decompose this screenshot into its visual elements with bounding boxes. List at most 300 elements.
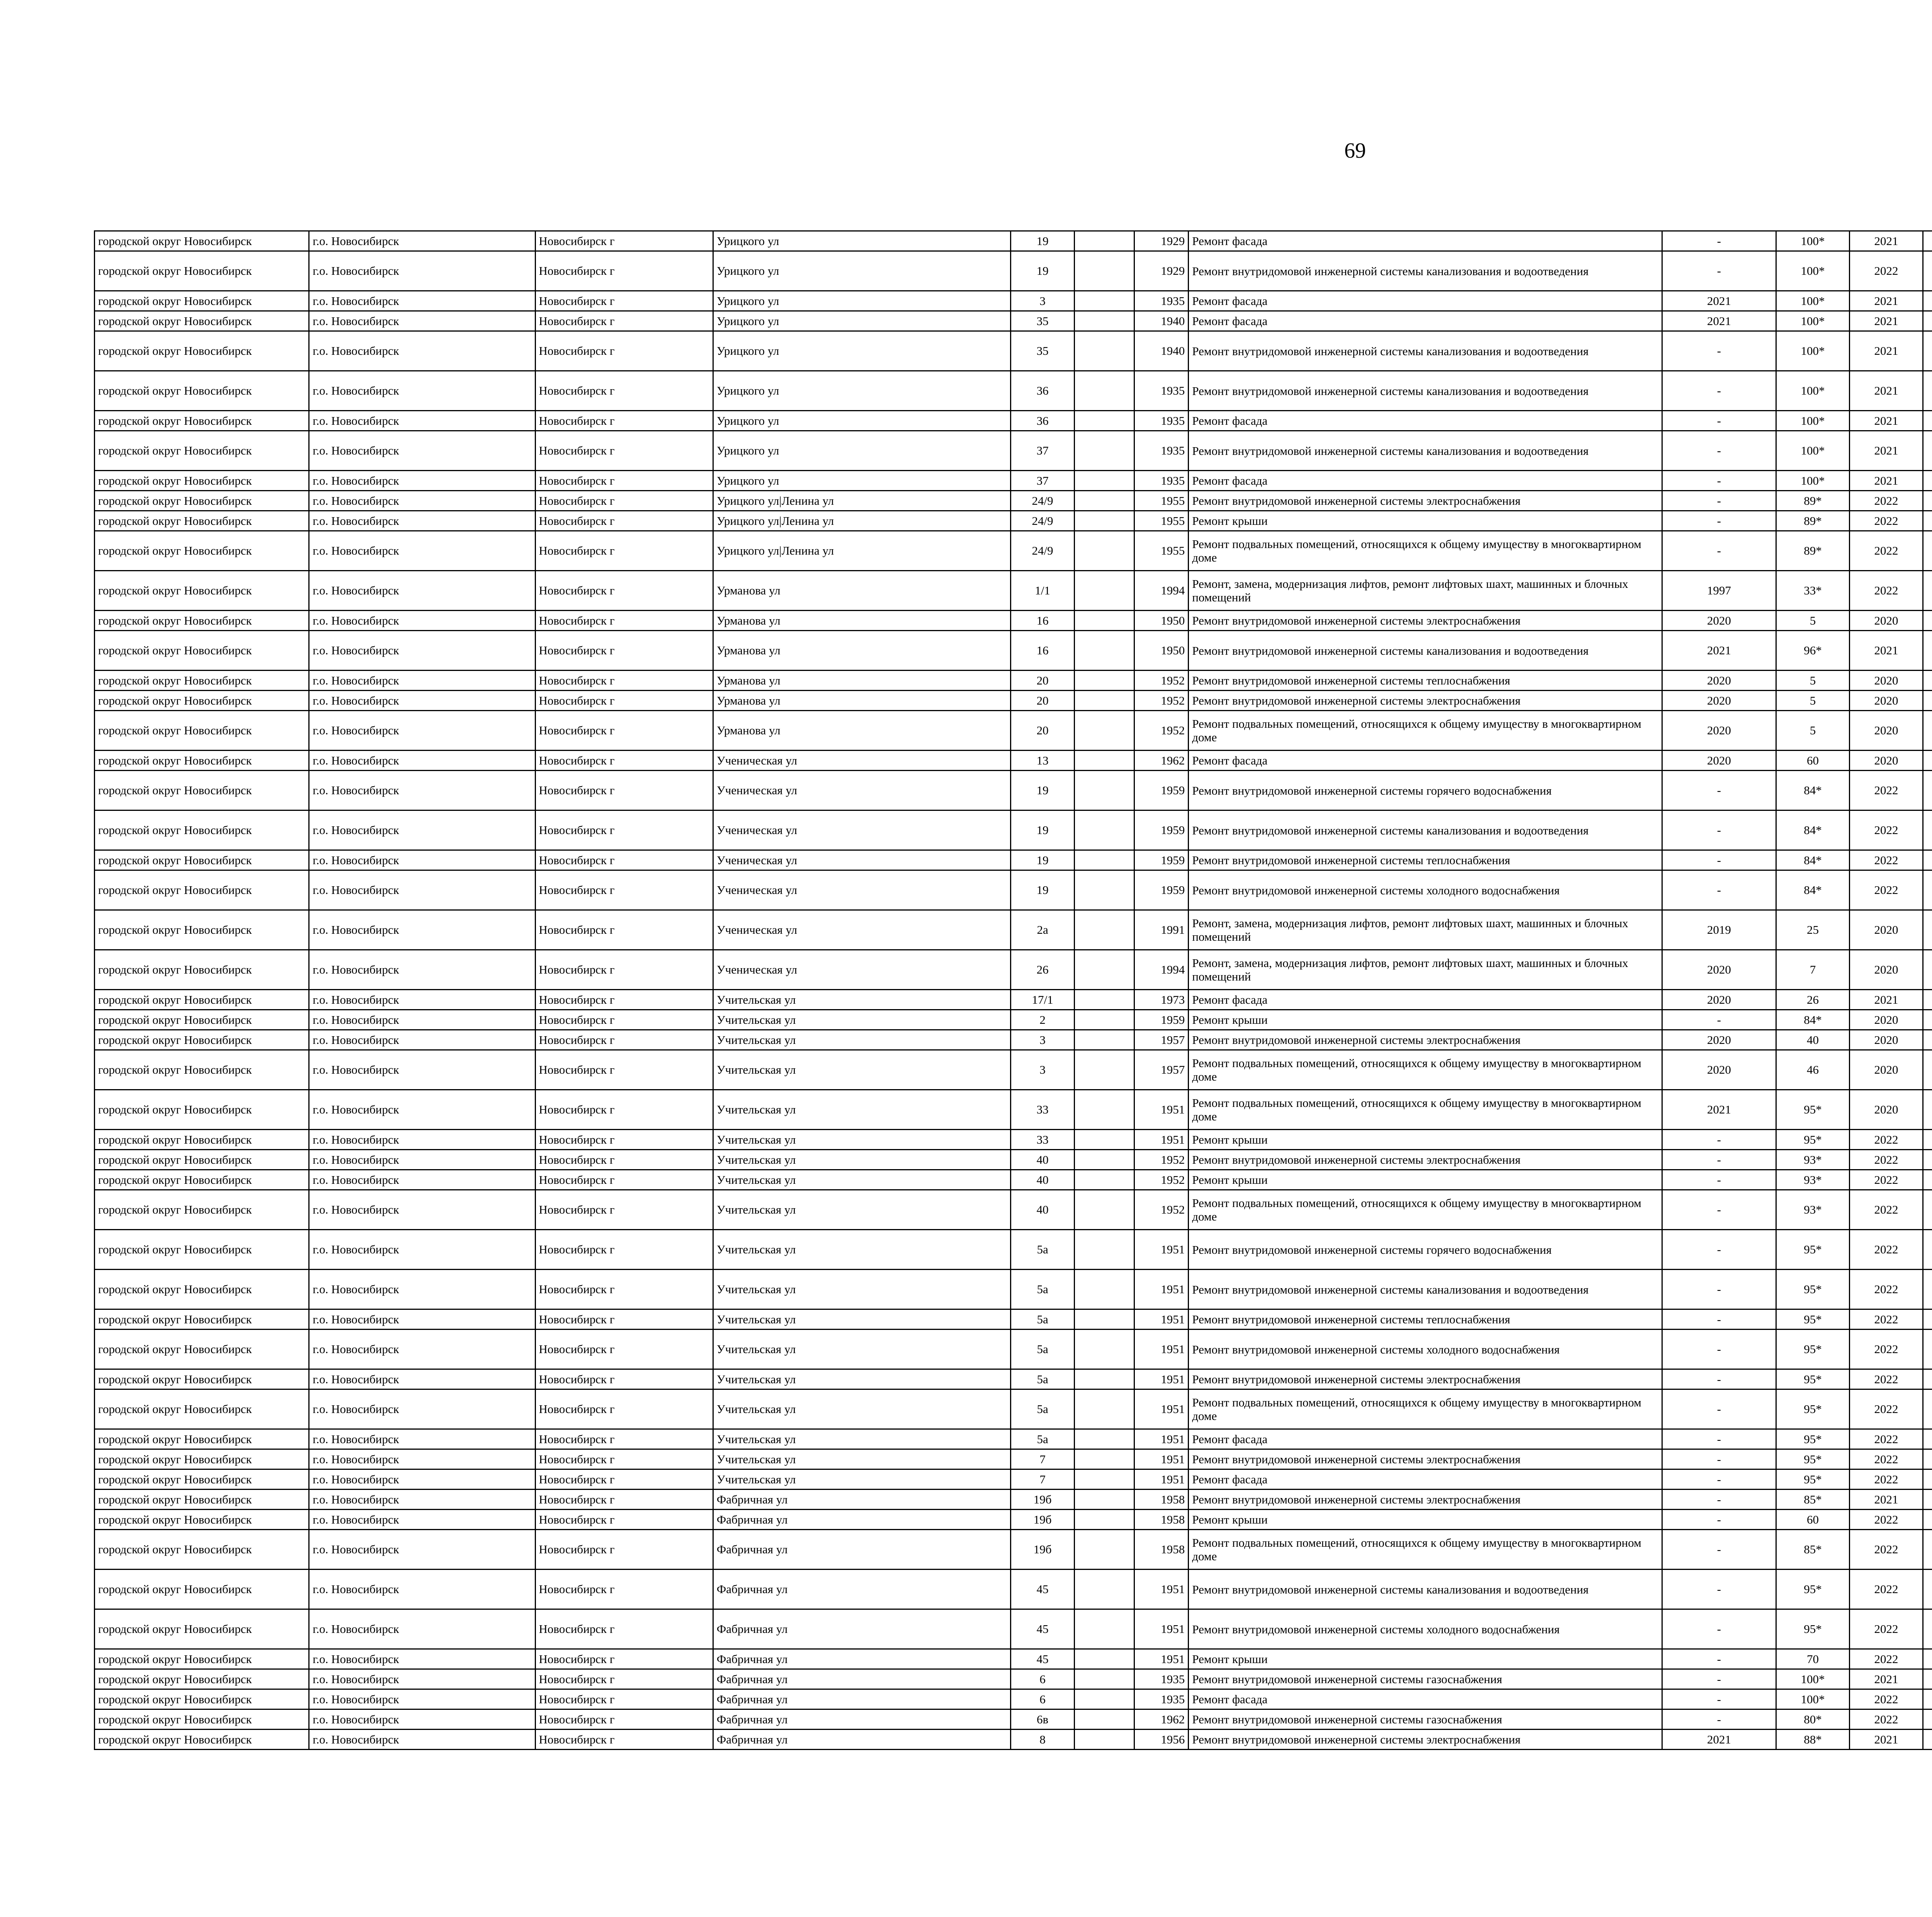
start-year-cell: 2020 xyxy=(1849,1050,1923,1090)
street-cell: Ученическая ул xyxy=(713,850,1010,870)
street-cell: Ученическая ул xyxy=(713,910,1010,950)
locality-cell: Новосибирск г xyxy=(535,291,713,311)
year-built-cell: 1952 xyxy=(1134,671,1189,691)
house-number-cell: 35 xyxy=(1011,331,1075,371)
street-cell: Фабричная ул xyxy=(713,1570,1010,1609)
start-year-cell: 2021 xyxy=(1849,1730,1923,1750)
wear-percent-cell: 40 xyxy=(1776,1030,1849,1050)
wear-percent-cell: 89* xyxy=(1776,491,1849,511)
end-year-cell xyxy=(1923,850,1932,870)
settlement-cell: г.о. Новосибирск xyxy=(309,1469,535,1490)
building-cell xyxy=(1075,1130,1134,1150)
work-type-cell: Ремонт внутридомовой инженерной системы канализования и водоотведения xyxy=(1189,631,1662,671)
year-built-cell: 1958 xyxy=(1134,1490,1189,1510)
end-year-cell xyxy=(1923,1669,1932,1689)
table-row xyxy=(95,1490,1932,1510)
municipality-cell: городской округ Новосибирск xyxy=(95,990,309,1010)
municipality-cell: городской округ Новосибирск xyxy=(95,1510,309,1530)
locality-cell: Новосибирск г xyxy=(535,1270,713,1309)
building-cell xyxy=(1075,1530,1134,1570)
settlement-cell: г.о. Новосибирск xyxy=(309,810,535,850)
wear-percent-cell: 96* xyxy=(1776,631,1849,671)
house-number-cell: 5а xyxy=(1011,1389,1075,1429)
street-cell: Учительская ул xyxy=(713,1309,1010,1330)
wear-percent-cell: 95* xyxy=(1776,1270,1849,1309)
start-year-cell: 2022 xyxy=(1849,1190,1923,1230)
settlement-cell: г.о. Новосибирск xyxy=(309,631,535,671)
work-type-cell: Ремонт внутридомовой инженерной системы канализования и водоотведения xyxy=(1189,1270,1662,1309)
table-row xyxy=(95,1190,1932,1230)
end-year-cell xyxy=(1923,671,1932,691)
last-repair-year-cell: - xyxy=(1662,870,1776,910)
year-built-cell: 1950 xyxy=(1134,611,1189,631)
building-cell xyxy=(1075,1050,1134,1090)
settlement-cell: г.о. Новосибирск xyxy=(309,1429,535,1449)
wear-percent-cell: 25 xyxy=(1776,910,1849,950)
start-year-cell: 2021 xyxy=(1849,471,1923,491)
last-repair-year-cell: 2020 xyxy=(1662,1050,1776,1090)
locality-cell: Новосибирск г xyxy=(535,990,713,1010)
work-type-cell: Ремонт внутридомовой инженерной системы канализования и водоотведения xyxy=(1189,331,1662,371)
end-year-cell xyxy=(1923,1150,1932,1170)
street-cell: Учительская ул xyxy=(713,1389,1010,1429)
house-number-cell: 26 xyxy=(1011,950,1075,990)
house-number-cell: 2 xyxy=(1011,1010,1075,1030)
start-year-cell: 2022 xyxy=(1849,1389,1923,1429)
street-cell: Ученическая ул xyxy=(713,771,1010,810)
last-repair-year-cell: 2020 xyxy=(1662,751,1776,771)
start-year-cell: 2021 xyxy=(1849,371,1923,411)
municipality-cell: городской округ Новосибирск xyxy=(95,810,309,850)
start-year-cell: 2020 xyxy=(1849,950,1923,990)
work-type-cell: Ремонт, замена, модернизация лифтов, ремонт лифтовых шахт, машинных и блочных помещений xyxy=(1189,950,1662,990)
year-built-cell: 1935 xyxy=(1134,471,1189,491)
work-type-cell: Ремонт внутридомовой инженерной системы электроснабжения xyxy=(1189,1449,1662,1469)
start-year-cell: 2021 xyxy=(1849,1669,1923,1689)
start-year-cell: 2020 xyxy=(1849,671,1923,691)
work-type-cell: Ремонт крыши xyxy=(1189,1170,1662,1190)
work-type-cell: Ремонт внутридомовой инженерной системы канализования и водоотведения xyxy=(1189,251,1662,291)
table-row xyxy=(95,1130,1932,1150)
wear-percent-cell: 95* xyxy=(1776,1130,1849,1150)
start-year-cell: 2022 xyxy=(1849,1170,1923,1190)
building-cell xyxy=(1075,1230,1134,1270)
settlement-cell: г.о. Новосибирск xyxy=(309,1190,535,1230)
start-year-cell: 2022 xyxy=(1849,1270,1923,1309)
locality-cell: Новосибирск г xyxy=(535,311,713,331)
street-cell: Урманова ул xyxy=(713,711,1010,751)
wear-percent-cell: 84* xyxy=(1776,1010,1849,1030)
last-repair-year-cell: - xyxy=(1662,1649,1776,1669)
municipality-cell: городской округ Новосибирск xyxy=(95,1190,309,1230)
year-built-cell: 1951 xyxy=(1134,1609,1189,1649)
locality-cell: Новосибирск г xyxy=(535,1669,713,1689)
year-built-cell: 1951 xyxy=(1134,1429,1189,1449)
table-row xyxy=(95,990,1932,1010)
house-number-cell: 20 xyxy=(1011,671,1075,691)
house-number-cell: 19 xyxy=(1011,231,1075,251)
end-year-cell xyxy=(1923,1270,1932,1309)
municipality-cell: городской округ Новосибирск xyxy=(95,1389,309,1429)
year-built-cell: 1935 xyxy=(1134,1689,1189,1709)
start-year-cell: 2022 xyxy=(1849,1369,1923,1389)
work-type-cell: Ремонт внутридомовой инженерной системы газоснабжения xyxy=(1189,1669,1662,1689)
end-year-cell xyxy=(1923,870,1932,910)
work-type-cell: Ремонт внутридомовой инженерной системы холодного водоснабжения xyxy=(1189,1609,1662,1649)
municipality-cell: городской округ Новосибирск xyxy=(95,751,309,771)
building-cell xyxy=(1075,631,1134,671)
house-number-cell: 19б xyxy=(1011,1530,1075,1570)
locality-cell: Новосибирск г xyxy=(535,1609,713,1649)
wear-percent-cell: 85* xyxy=(1776,1490,1849,1510)
start-year-cell: 2022 xyxy=(1849,531,1923,571)
work-type-cell: Ремонт фасада xyxy=(1189,411,1662,431)
last-repair-year-cell: - xyxy=(1662,511,1776,531)
year-built-cell: 1959 xyxy=(1134,870,1189,910)
street-cell: Учительская ул xyxy=(713,1469,1010,1490)
end-year-cell xyxy=(1923,1190,1932,1230)
work-type-cell: Ремонт фасада xyxy=(1189,990,1662,1010)
year-built-cell: 1959 xyxy=(1134,850,1189,870)
building-cell xyxy=(1075,411,1134,431)
house-number-cell: 36 xyxy=(1011,371,1075,411)
last-repair-year-cell: 2020 xyxy=(1662,611,1776,631)
last-repair-year-cell: 2019 xyxy=(1662,910,1776,950)
end-year-cell xyxy=(1923,1689,1932,1709)
street-cell: Учительская ул xyxy=(713,990,1010,1010)
street-cell: Урицкого ул xyxy=(713,311,1010,331)
building-cell xyxy=(1075,491,1134,511)
street-cell: Учительская ул xyxy=(713,1449,1010,1469)
start-year-cell: 2022 xyxy=(1849,571,1923,611)
work-type-cell: Ремонт внутридомовой инженерной системы канализования и водоотведения xyxy=(1189,371,1662,411)
table-row xyxy=(95,1230,1932,1270)
end-year-cell xyxy=(1923,1730,1932,1750)
locality-cell: Новосибирск г xyxy=(535,1570,713,1609)
start-year-cell: 2020 xyxy=(1849,691,1923,711)
end-year-cell xyxy=(1923,1090,1932,1130)
wear-percent-cell: 95* xyxy=(1776,1330,1849,1369)
wear-percent-cell: 95* xyxy=(1776,1429,1849,1449)
end-year-cell xyxy=(1923,810,1932,850)
house-number-cell: 6в xyxy=(1011,1709,1075,1730)
building-cell xyxy=(1075,711,1134,751)
last-repair-year-cell: - xyxy=(1662,1150,1776,1170)
building-cell xyxy=(1075,231,1134,251)
table-row xyxy=(95,810,1932,850)
end-year-cell xyxy=(1923,1130,1932,1150)
work-type-cell: Ремонт подвальных помещений, относящихся к общему имуществу в многоквартирном доме xyxy=(1189,1190,1662,1230)
street-cell: Учительская ул xyxy=(713,1230,1010,1270)
table-row xyxy=(95,751,1932,771)
municipality-cell: городской округ Новосибирск xyxy=(95,411,309,431)
street-cell: Учительская ул xyxy=(713,1190,1010,1230)
work-type-cell: Ремонт фасада xyxy=(1189,291,1662,311)
building-cell xyxy=(1075,371,1134,411)
end-year-cell xyxy=(1923,431,1932,471)
street-cell: Урицкого ул xyxy=(713,331,1010,371)
municipality-cell: городской округ Новосибирск xyxy=(95,1369,309,1389)
wear-percent-cell: 93* xyxy=(1776,1170,1849,1190)
end-year-cell xyxy=(1923,571,1932,611)
settlement-cell: г.о. Новосибирск xyxy=(309,291,535,311)
street-cell: Фабричная ул xyxy=(713,1669,1010,1689)
table-row xyxy=(95,850,1932,870)
year-built-cell: 1935 xyxy=(1134,291,1189,311)
wear-percent-cell: 95* xyxy=(1776,1570,1849,1609)
house-number-cell: 40 xyxy=(1011,1190,1075,1230)
work-type-cell: Ремонт крыши xyxy=(1189,1649,1662,1669)
start-year-cell: 2021 xyxy=(1849,231,1923,251)
settlement-cell: г.о. Новосибирск xyxy=(309,611,535,631)
building-cell xyxy=(1075,1010,1134,1030)
wear-percent-cell: 33* xyxy=(1776,571,1849,611)
start-year-cell: 2022 xyxy=(1849,1649,1923,1669)
work-type-cell: Ремонт внутридомовой инженерной системы электроснабжения xyxy=(1189,691,1662,711)
year-built-cell: 1959 xyxy=(1134,1010,1189,1030)
house-number-cell: 45 xyxy=(1011,1570,1075,1609)
year-built-cell: 1951 xyxy=(1134,1130,1189,1150)
building-cell xyxy=(1075,431,1134,471)
house-number-cell: 19 xyxy=(1011,850,1075,870)
year-built-cell: 1956 xyxy=(1134,1730,1189,1750)
municipality-cell: городской округ Новосибирск xyxy=(95,491,309,511)
last-repair-year-cell: - xyxy=(1662,1689,1776,1709)
wear-percent-cell: 95* xyxy=(1776,1369,1849,1389)
building-cell xyxy=(1075,1090,1134,1130)
start-year-cell: 2021 xyxy=(1849,411,1923,431)
municipality-cell: городской округ Новосибирск xyxy=(95,870,309,910)
start-year-cell: 2022 xyxy=(1849,1530,1923,1570)
municipality-cell: городской округ Новосибирск xyxy=(95,671,309,691)
locality-cell: Новосибирск г xyxy=(535,251,713,291)
last-repair-year-cell: - xyxy=(1662,1429,1776,1449)
building-cell xyxy=(1075,251,1134,291)
table-row xyxy=(95,870,1932,910)
settlement-cell: г.о. Новосибирск xyxy=(309,251,535,291)
work-type-cell: Ремонт фасада xyxy=(1189,471,1662,491)
street-cell: Фабричная ул xyxy=(713,1490,1010,1510)
end-year-cell xyxy=(1923,631,1932,671)
end-year-cell xyxy=(1923,1010,1932,1030)
wear-percent-cell: 26 xyxy=(1776,990,1849,1010)
table-row xyxy=(95,1330,1932,1369)
end-year-cell xyxy=(1923,611,1932,631)
house-number-cell: 7 xyxy=(1011,1449,1075,1469)
end-year-cell xyxy=(1923,1510,1932,1530)
wear-percent-cell: 93* xyxy=(1776,1190,1849,1230)
street-cell: Урицкого ул xyxy=(713,471,1010,491)
settlement-cell: г.о. Новосибирск xyxy=(309,531,535,571)
street-cell: Фабричная ул xyxy=(713,1609,1010,1649)
wear-percent-cell: 7 xyxy=(1776,950,1849,990)
house-number-cell: 40 xyxy=(1011,1170,1075,1190)
last-repair-year-cell: - xyxy=(1662,371,1776,411)
municipality-cell: городской округ Новосибирск xyxy=(95,1330,309,1369)
building-cell xyxy=(1075,1709,1134,1730)
table-row xyxy=(95,691,1932,711)
last-repair-year-cell: - xyxy=(1662,471,1776,491)
year-built-cell: 1952 xyxy=(1134,691,1189,711)
work-type-cell: Ремонт, замена, модернизация лифтов, ремонт лифтовых шахт, машинных и блочных помещений xyxy=(1189,910,1662,950)
table-row xyxy=(95,1170,1932,1190)
municipality-cell: городской округ Новосибирск xyxy=(95,1669,309,1689)
settlement-cell: г.о. Новосибирск xyxy=(309,1010,535,1030)
start-year-cell: 2022 xyxy=(1849,1510,1923,1530)
house-number-cell: 5а xyxy=(1011,1309,1075,1330)
locality-cell: Новосибирск г xyxy=(535,571,713,611)
settlement-cell: г.о. Новосибирск xyxy=(309,311,535,331)
settlement-cell: г.о. Новосибирск xyxy=(309,870,535,910)
house-number-cell: 3 xyxy=(1011,1050,1075,1090)
table-row xyxy=(95,311,1932,331)
municipality-cell: городской округ Новосибирск xyxy=(95,1429,309,1449)
house-number-cell: 35 xyxy=(1011,311,1075,331)
last-repair-year-cell: - xyxy=(1662,251,1776,291)
municipality-cell: городской округ Новосибирск xyxy=(95,571,309,611)
year-built-cell: 1951 xyxy=(1134,1309,1189,1330)
start-year-cell: 2022 xyxy=(1849,771,1923,810)
end-year-cell xyxy=(1923,511,1932,531)
year-built-cell: 1935 xyxy=(1134,431,1189,471)
end-year-cell xyxy=(1923,711,1932,751)
municipality-cell: городской округ Новосибирск xyxy=(95,1689,309,1709)
house-number-cell: 33 xyxy=(1011,1090,1075,1130)
last-repair-year-cell: - xyxy=(1662,1530,1776,1570)
wear-percent-cell: 95* xyxy=(1776,1449,1849,1469)
municipality-cell: городской округ Новосибирск xyxy=(95,1730,309,1750)
municipality-cell: городской округ Новосибирск xyxy=(95,511,309,531)
municipality-cell: городской округ Новосибирск xyxy=(95,1649,309,1669)
wear-percent-cell: 100* xyxy=(1776,471,1849,491)
settlement-cell: г.о. Новосибирск xyxy=(309,571,535,611)
last-repair-year-cell: - xyxy=(1662,1609,1776,1649)
street-cell: Ученическая ул xyxy=(713,950,1010,990)
year-built-cell: 1994 xyxy=(1134,950,1189,990)
street-cell: Учительская ул xyxy=(713,1429,1010,1449)
last-repair-year-cell: - xyxy=(1662,1230,1776,1270)
municipality-cell: городской округ Новосибирск xyxy=(95,1270,309,1309)
end-year-cell xyxy=(1923,251,1932,291)
year-built-cell: 1940 xyxy=(1134,331,1189,371)
locality-cell: Новосибирск г xyxy=(535,1090,713,1130)
settlement-cell: г.о. Новосибирск xyxy=(309,1730,535,1750)
building-cell xyxy=(1075,950,1134,990)
street-cell: Учительская ул xyxy=(713,1010,1010,1030)
house-number-cell: 24/9 xyxy=(1011,531,1075,571)
end-year-cell xyxy=(1923,950,1932,990)
last-repair-year-cell: - xyxy=(1662,1389,1776,1429)
locality-cell: Новосибирск г xyxy=(535,1530,713,1570)
street-cell: Урицкого ул|Ленина ул xyxy=(713,491,1010,511)
house-number-cell: 33 xyxy=(1011,1130,1075,1150)
settlement-cell: г.о. Новосибирск xyxy=(309,371,535,411)
start-year-cell: 2022 xyxy=(1849,1330,1923,1369)
house-number-cell: 6 xyxy=(1011,1669,1075,1689)
municipality-cell: городской округ Новосибирск xyxy=(95,311,309,331)
locality-cell: Новосибирск г xyxy=(535,1649,713,1669)
building-cell xyxy=(1075,1330,1134,1369)
street-cell: Фабричная ул xyxy=(713,1510,1010,1530)
table-row xyxy=(95,1530,1932,1570)
street-cell: Урицкого ул|Ленина ул xyxy=(713,511,1010,531)
last-repair-year-cell: - xyxy=(1662,1469,1776,1490)
wear-percent-cell: 95* xyxy=(1776,1230,1849,1270)
start-year-cell: 2022 xyxy=(1849,1449,1923,1469)
building-cell xyxy=(1075,1669,1134,1689)
end-year-cell xyxy=(1923,771,1932,810)
building-cell xyxy=(1075,671,1134,691)
start-year-cell: 2022 xyxy=(1849,1609,1923,1649)
locality-cell: Новосибирск г xyxy=(535,1010,713,1030)
table-row xyxy=(95,1030,1932,1050)
locality-cell: Новосибирск г xyxy=(535,1689,713,1709)
building-cell xyxy=(1075,870,1134,910)
table-row xyxy=(95,291,1932,311)
wear-percent-cell: 95* xyxy=(1776,1469,1849,1490)
municipality-cell: городской округ Новосибирск xyxy=(95,1150,309,1170)
locality-cell: Новосибирск г xyxy=(535,1170,713,1190)
start-year-cell: 2021 xyxy=(1849,1490,1923,1510)
locality-cell: Новосибирск г xyxy=(535,1709,713,1730)
house-number-cell: 5а xyxy=(1011,1330,1075,1369)
settlement-cell: г.о. Новосибирск xyxy=(309,1270,535,1309)
year-built-cell: 1962 xyxy=(1134,751,1189,771)
year-built-cell: 1951 xyxy=(1134,1649,1189,1669)
house-number-cell: 37 xyxy=(1011,431,1075,471)
building-cell xyxy=(1075,1510,1134,1530)
locality-cell: Новосибирск г xyxy=(535,1449,713,1469)
work-type-cell: Ремонт внутридомовой инженерной системы канализования и водоотведения xyxy=(1189,431,1662,471)
settlement-cell: г.о. Новосибирск xyxy=(309,331,535,371)
wear-percent-cell: 84* xyxy=(1776,870,1849,910)
year-built-cell: 1957 xyxy=(1134,1030,1189,1050)
wear-percent-cell: 5 xyxy=(1776,611,1849,631)
building-cell xyxy=(1075,1490,1134,1510)
settlement-cell: г.о. Новосибирск xyxy=(309,1389,535,1429)
page-number: 69 xyxy=(1344,139,1366,163)
year-built-cell: 1951 xyxy=(1134,1270,1189,1309)
start-year-cell: 2022 xyxy=(1849,491,1923,511)
start-year-cell: 2022 xyxy=(1849,1469,1923,1490)
year-built-cell: 1935 xyxy=(1134,411,1189,431)
municipality-cell: городской округ Новосибирск xyxy=(95,291,309,311)
end-year-cell xyxy=(1923,990,1932,1010)
end-year-cell xyxy=(1923,1530,1932,1570)
start-year-cell: 2022 xyxy=(1849,1429,1923,1449)
street-cell: Учительская ул xyxy=(713,1150,1010,1170)
table-row xyxy=(95,1510,1932,1530)
settlement-cell: г.о. Новосибирск xyxy=(309,771,535,810)
municipality-cell: городской округ Новосибирск xyxy=(95,371,309,411)
wear-percent-cell: 100* xyxy=(1776,1669,1849,1689)
year-built-cell: 1940 xyxy=(1134,311,1189,331)
locality-cell: Новосибирск г xyxy=(535,771,713,810)
work-type-cell: Ремонт внутридомовой инженерной системы электроснабжения xyxy=(1189,1730,1662,1750)
table-row xyxy=(95,251,1932,291)
locality-cell: Новосибирск г xyxy=(535,751,713,771)
last-repair-year-cell: - xyxy=(1662,1449,1776,1469)
start-year-cell: 2022 xyxy=(1849,850,1923,870)
last-repair-year-cell: - xyxy=(1662,771,1776,810)
last-repair-year-cell: 2020 xyxy=(1662,1030,1776,1050)
table-row xyxy=(95,1369,1932,1389)
wear-percent-cell: 84* xyxy=(1776,850,1849,870)
work-type-cell: Ремонт, замена, модернизация лифтов, ремонт лифтовых шахт, машинных и блочных помещений xyxy=(1189,571,1662,611)
wear-percent-cell: 89* xyxy=(1776,531,1849,571)
start-year-cell: 2021 xyxy=(1849,291,1923,311)
municipality-cell: городской округ Новосибирск xyxy=(95,1090,309,1130)
